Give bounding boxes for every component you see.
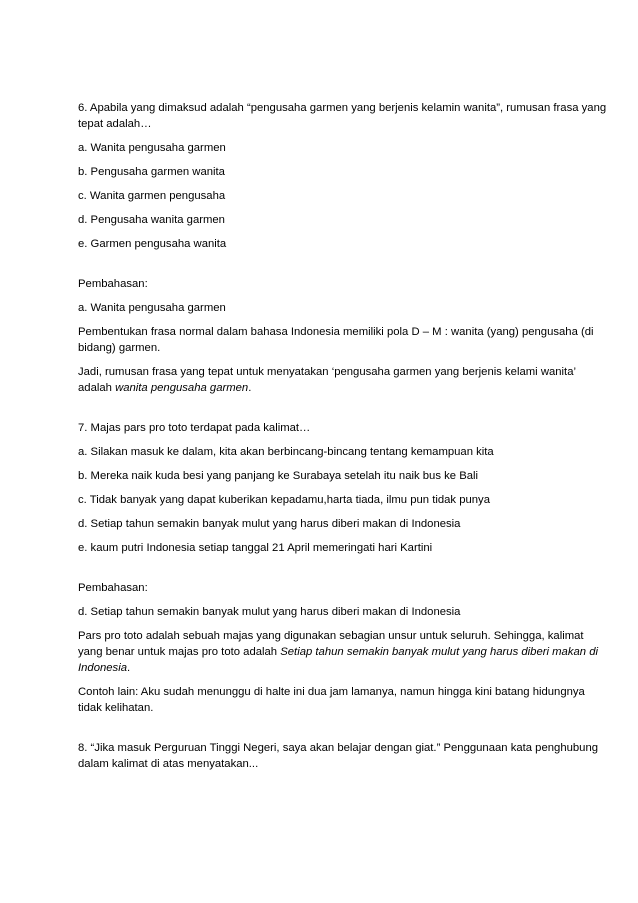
- q6-answer: a. Wanita pengusaha garmen: [78, 302, 226, 314]
- q7-option-a: a. Silakan masuk ke dalam, kita akan berbincang-bincang tentang kemampuan kita: [78, 446, 494, 458]
- q7-option-d: d. Setiap tahun semakin banyak mulut yang harus diberi makan di Indonesia: [78, 518, 461, 530]
- q6-conclusion-italic: wanita pengusaha garmen: [115, 382, 249, 394]
- q6-option-b: b. Pengusaha garmen wanita: [78, 166, 225, 178]
- q6-question: 6. Apabila yang dimaksud adalah “pengusaha garmen yang berjenis kelamin wanita”, rumusan frasa yang tepat adalah…: [78, 102, 607, 130]
- q6-conclusion-prefix: Jadi, rumusan frasa yang tepat untuk menyatakan ‘pengusaha garmen yang berjenis kelami wanita’ adalah: [78, 366, 576, 394]
- q6-conclusion: [78, 364, 608, 396]
- q7-option-e: e. kaum putri Indonesia setiap tanggal 21 April memeringati hari Kartini: [78, 542, 433, 554]
- q8-question: 8. “Jika masuk Perguruan Tinggi Negeri, saya akan belajar dengan giat.” Penggunaan kata penghubung dalam kalimat di atas menyatakan...: [78, 742, 599, 770]
- q7-question: 7. Majas pars pro toto terdapat pada kalimat…: [78, 422, 311, 434]
- q7-explanation: [78, 628, 608, 676]
- q6-option-e: e. Garmen pengusaha wanita: [78, 238, 227, 250]
- q6-option-a: a. Wanita pengusaha garmen: [78, 142, 226, 154]
- q6-discussion-label: Pembahasan:: [78, 278, 148, 290]
- q7-answer: d. Setiap tahun semakin banyak mulut yang harus diberi makan di Indonesia: [78, 606, 461, 618]
- q7-option-b: b. Mereka naik kuda besi yang panjang ke Surabaya setelah itu naik bus ke Bali: [78, 470, 479, 482]
- q7-example: Contoh lain: Aku sudah menunggu di halte ini dua jam lamanya, namun hingga kini batang hidungnya tidak kelihatan.: [78, 686, 585, 714]
- q6-conclusion-suffix: .: [248, 382, 252, 394]
- q6-option-d: d. Pengusaha wanita garmen: [78, 214, 225, 226]
- q7-explanation-italic: Setiap tahun semakin banyak mulut yang harus diberi makan di Indonesia: [78, 646, 598, 674]
- q7-discussion-label: Pembahasan:: [78, 582, 148, 594]
- q6-option-c: c. Wanita garmen pengusaha: [78, 190, 226, 202]
- q7-explanation-prefix: Pars pro toto adalah sebuah majas yang digunakan sebagian unsur untuk seluruh. Sehingga, kalimat yang benar untuk majas pro toto adalah: [78, 630, 584, 658]
- q7-option-c: c. Tidak banyak yang dapat kuberikan kepadamu,harta tiada, ilmu pun tidak punya: [78, 494, 490, 506]
- document-page: [78, 100, 608, 780]
- q6-explanation: Pembentukan frasa normal dalam bahasa Indonesia memiliki pola D – M : wanita (yang) pengusaha (di bidang) garmen.: [78, 326, 594, 354]
- q7-explanation-suffix: .: [127, 662, 131, 674]
